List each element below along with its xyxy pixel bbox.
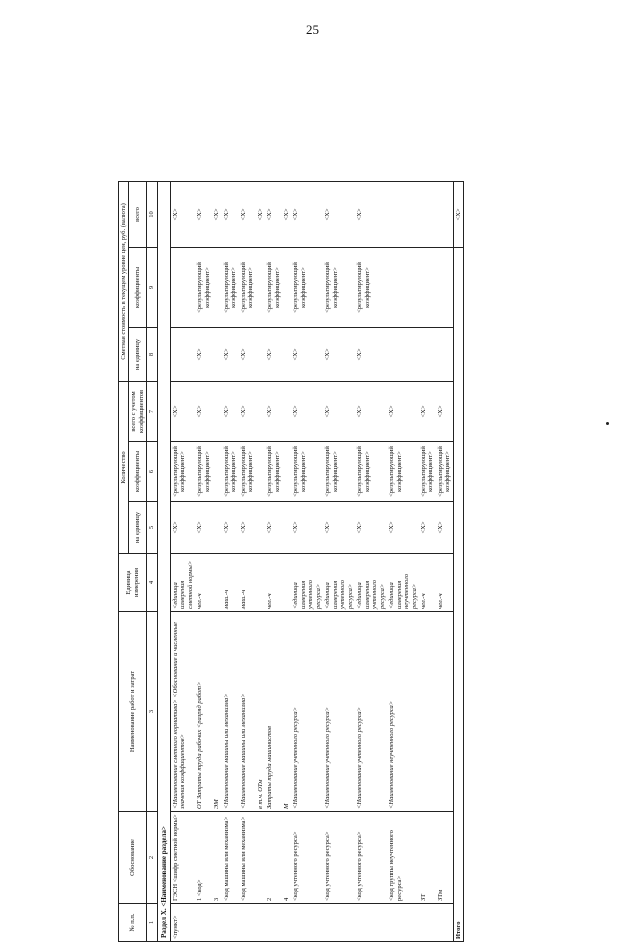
row-total: <X> bbox=[323, 181, 355, 247]
row-num: <пункт> bbox=[170, 904, 195, 942]
row-cost-coef: <результирующий коэффициент> bbox=[195, 248, 212, 328]
row-per-unit: <X> bbox=[355, 502, 387, 554]
row-cost-per-unit: <X> bbox=[291, 328, 323, 382]
column-number: 5 bbox=[147, 502, 157, 554]
row-coef bbox=[256, 442, 265, 502]
row-coef: <результирующий коэффициент> bbox=[355, 442, 387, 502]
row-basis: 4 bbox=[282, 812, 291, 904]
section-title: Раздел X. <Наименование раздела> bbox=[157, 181, 170, 941]
row-coef: <результирующий коэффициент> bbox=[419, 442, 436, 502]
row-unit: <единица измерения сметной нормы> bbox=[170, 554, 195, 612]
column-number: 8 bbox=[147, 328, 157, 382]
table-row bbox=[256, 181, 265, 941]
row-num bbox=[239, 904, 256, 942]
row-name: <Наименование учтенного ресурса> bbox=[291, 612, 323, 812]
column-number: 1 bbox=[147, 904, 157, 942]
table-row bbox=[355, 181, 387, 941]
row-num bbox=[355, 904, 387, 942]
row-cost-coef: <результирующий коэффициент> bbox=[265, 248, 282, 328]
table-row bbox=[282, 181, 291, 941]
row-total-quantity: <X> bbox=[355, 382, 387, 442]
row-num bbox=[222, 904, 239, 942]
column-number: 2 bbox=[147, 812, 157, 904]
row-name: М bbox=[282, 612, 291, 812]
row-unit bbox=[282, 554, 291, 612]
row-num bbox=[256, 904, 265, 942]
row-num bbox=[436, 904, 453, 942]
row-basis: <код машины или механизма> bbox=[222, 812, 239, 904]
section-row bbox=[157, 181, 170, 941]
table-row bbox=[212, 181, 221, 941]
row-name bbox=[419, 612, 436, 812]
column-number: 4 bbox=[147, 554, 157, 612]
table-row bbox=[419, 181, 436, 941]
row-cost-coef bbox=[436, 248, 453, 328]
row-basis: ЗТм bbox=[436, 812, 453, 904]
row-cost-coef bbox=[282, 248, 291, 328]
row-name: <Наименование сметного норматива> <Обоснование и численные значения коэффициентов> bbox=[170, 612, 195, 812]
row-per-unit: <X> bbox=[323, 502, 355, 554]
row-cost-per-unit: <X> bbox=[265, 328, 282, 382]
row-cost-per-unit bbox=[170, 328, 195, 382]
row-coef bbox=[282, 442, 291, 502]
row-total: <X> bbox=[282, 181, 291, 247]
row-basis: ГЭСН <шифр сметной нормы> bbox=[170, 812, 195, 904]
row-cost-coef: <результирующий коэффициент> bbox=[222, 248, 239, 328]
row-basis: 3 bbox=[212, 812, 221, 904]
row-cost-coef bbox=[212, 248, 221, 328]
row-name: ЭМ bbox=[212, 612, 221, 812]
row-per-unit: <X> bbox=[436, 502, 453, 554]
row-total-quantity: <X> bbox=[387, 382, 419, 442]
row-name bbox=[436, 612, 453, 812]
row-total-quantity: <X> bbox=[323, 382, 355, 442]
row-basis: <код учтенного ресурса> bbox=[355, 812, 387, 904]
page-number: 25 bbox=[306, 22, 319, 37]
row-cost-coef bbox=[170, 248, 195, 328]
row-coef: <результирующий коэффициент> bbox=[436, 442, 453, 502]
row-coef: <результирующий коэффициент> bbox=[387, 442, 419, 502]
table-row bbox=[222, 181, 239, 941]
row-unit bbox=[256, 554, 265, 612]
row-name: <Наименование машины или механизма> bbox=[222, 612, 239, 812]
row-cost-per-unit bbox=[419, 328, 436, 382]
header-per-unit: на единицу bbox=[129, 502, 147, 554]
row-per-unit bbox=[256, 502, 265, 554]
header-cost-coef: коэффициенты bbox=[129, 248, 147, 328]
row-cost-coef bbox=[387, 248, 419, 328]
header-total-with-coef: всего с учетом коэффициентов bbox=[129, 382, 147, 442]
column-number: 3 bbox=[147, 612, 157, 812]
table-row bbox=[239, 181, 256, 941]
estimate-table bbox=[118, 181, 464, 942]
table-row bbox=[265, 181, 282, 941]
row-coef: <результирующий коэффициент> bbox=[323, 442, 355, 502]
row-total: <X> bbox=[170, 181, 195, 247]
column-number: 6 bbox=[147, 442, 157, 502]
header-cost: Сметная стоимость в текущем уровне цен, руб. (валюта) bbox=[119, 181, 129, 381]
row-cost-per-unit bbox=[256, 328, 265, 382]
row-basis: ЗТ bbox=[419, 812, 436, 904]
row-basis bbox=[256, 812, 265, 904]
row-unit: маш.-ч bbox=[222, 554, 239, 612]
total-value: <X> bbox=[453, 181, 463, 247]
row-unit: <единица измерения неучтенного ресурса> bbox=[387, 554, 419, 612]
row-name: в т.ч. ОТм bbox=[256, 612, 265, 812]
rotated-estimate-table bbox=[118, 182, 618, 942]
row-total: <X> bbox=[222, 181, 239, 247]
table-row bbox=[195, 181, 212, 941]
row-total-quantity bbox=[256, 382, 265, 442]
row-cost-per-unit bbox=[387, 328, 419, 382]
row-num bbox=[265, 904, 282, 942]
row-total: <X> bbox=[291, 181, 323, 247]
table-row bbox=[323, 181, 355, 941]
header-basis: Обоснование bbox=[119, 812, 147, 904]
row-basis: <код учтенного ресурса> bbox=[323, 812, 355, 904]
row-num bbox=[387, 904, 419, 942]
row-cost-per-unit: <X> bbox=[195, 328, 212, 382]
row-total-quantity: <X> bbox=[265, 382, 282, 442]
row-cost-coef: <результирующий коэффициент> bbox=[355, 248, 387, 328]
row-coef: <результирующий коэффициент> bbox=[291, 442, 323, 502]
row-per-unit: <X> bbox=[222, 502, 239, 554]
header-coef: коэффициенты bbox=[129, 442, 147, 502]
row-num bbox=[212, 904, 221, 942]
row-coef: <результирующий коэффициент> bbox=[170, 442, 195, 502]
row-per-unit bbox=[282, 502, 291, 554]
row-total: <X> bbox=[256, 181, 265, 247]
row-per-unit: <X> bbox=[387, 502, 419, 554]
row-num bbox=[419, 904, 436, 942]
row-unit: чел.-ч bbox=[436, 554, 453, 612]
total-label: Итого bbox=[453, 248, 463, 942]
row-cost-coef: <результирующий коэффициент> bbox=[239, 248, 256, 328]
table-row bbox=[170, 181, 195, 941]
row-cost-coef: <результирующий коэффициент> bbox=[291, 248, 323, 328]
row-cost-coef: <результирующий коэффициент> bbox=[323, 248, 355, 328]
row-per-unit: <X> bbox=[170, 502, 195, 554]
row-name: <Наименование учтенного ресурса> bbox=[355, 612, 387, 812]
row-name: Затраты труда машинистов bbox=[265, 612, 282, 812]
row-num bbox=[282, 904, 291, 942]
row-unit: чел.-ч bbox=[265, 554, 282, 612]
row-total-quantity: <X> bbox=[239, 382, 256, 442]
row-cost-coef bbox=[256, 248, 265, 328]
row-total-quantity: <X> bbox=[436, 382, 453, 442]
row-cost-per-unit: <X> bbox=[239, 328, 256, 382]
row-total: <X> bbox=[355, 181, 387, 247]
row-cost-per-unit bbox=[436, 328, 453, 382]
header-quantity: Количество bbox=[119, 382, 129, 554]
row-coef: <результирующий коэффициент> bbox=[195, 442, 212, 502]
row-total-quantity: <X> bbox=[291, 382, 323, 442]
row-total bbox=[387, 181, 419, 247]
row-unit: <единица измерения учтенного ресурса> bbox=[355, 554, 387, 612]
column-number: 9 bbox=[147, 248, 157, 328]
row-total-quantity: <X> bbox=[195, 382, 212, 442]
row-num bbox=[195, 904, 212, 942]
row-coef bbox=[212, 442, 221, 502]
row-basis: <код машины или механизма> bbox=[239, 812, 256, 904]
header-num: № п.п. bbox=[119, 904, 147, 942]
row-coef: <результирующий коэффициент> bbox=[265, 442, 282, 502]
column-number: 7 bbox=[147, 382, 157, 442]
row-unit: чел.-ч bbox=[419, 554, 436, 612]
row-per-unit: <X> bbox=[239, 502, 256, 554]
row-total: <X> bbox=[239, 181, 256, 247]
column-number: 10 bbox=[147, 181, 157, 247]
row-cost-per-unit: <X> bbox=[222, 328, 239, 382]
row-unit bbox=[212, 554, 221, 612]
row-name: <Наименование неучтенного ресурса> bbox=[387, 612, 419, 812]
row-per-unit bbox=[212, 502, 221, 554]
row-total-quantity: <X> bbox=[170, 382, 195, 442]
row-unit: <единица измерения учтенного ресурса> bbox=[323, 554, 355, 612]
row-total: <X> bbox=[212, 181, 221, 247]
row-name: <Наименование машины или механизма> bbox=[239, 612, 256, 812]
row-coef: <результирующий коэффициент> bbox=[239, 442, 256, 502]
total-row bbox=[453, 181, 463, 941]
row-total-quantity: <X> bbox=[222, 382, 239, 442]
table-row bbox=[291, 181, 323, 941]
row-total: <X> bbox=[265, 181, 282, 247]
row-num bbox=[323, 904, 355, 942]
row-per-unit: <X> bbox=[195, 502, 212, 554]
row-per-unit: <X> bbox=[265, 502, 282, 554]
row-unit: маш.-ч bbox=[239, 554, 256, 612]
header-total: всего bbox=[129, 181, 147, 247]
row-total bbox=[436, 181, 453, 247]
row-total: <X> bbox=[195, 181, 212, 247]
row-unit: <единица измерения учтенного ресурса> bbox=[291, 554, 323, 612]
table-row bbox=[387, 181, 419, 941]
row-cost-per-unit bbox=[282, 328, 291, 382]
row-name: <Наименование учтенного ресурса> bbox=[323, 612, 355, 812]
column-numbers-row bbox=[147, 181, 157, 941]
table-row bbox=[436, 181, 453, 941]
row-basis: <код учтенного ресурса> bbox=[291, 812, 323, 904]
row-basis: 2 bbox=[265, 812, 282, 904]
row-total-quantity bbox=[282, 382, 291, 442]
row-cost-per-unit bbox=[212, 328, 221, 382]
row-basis: 1 <код> bbox=[195, 812, 212, 904]
header-name: Наименование работ и затрат bbox=[119, 612, 147, 812]
row-per-unit: <X> bbox=[419, 502, 436, 554]
row-name: ОТ Затраты труда рабочих <разряд работ> bbox=[195, 612, 212, 812]
header-unit: Единица измерения bbox=[119, 554, 147, 612]
row-total bbox=[419, 181, 436, 247]
row-total-quantity: <X> bbox=[419, 382, 436, 442]
row-cost-per-unit: <X> bbox=[323, 328, 355, 382]
row-cost-coef bbox=[419, 248, 436, 328]
row-per-unit: <X> bbox=[291, 502, 323, 554]
row-coef: <результирующий коэффициент> bbox=[222, 442, 239, 502]
row-num bbox=[291, 904, 323, 942]
row-basis: <код группы неучтенного ресурса> bbox=[387, 812, 419, 904]
header-cost-per-unit: на единицу bbox=[129, 328, 147, 382]
row-unit: чел.-ч bbox=[195, 554, 212, 612]
row-cost-per-unit: <X> bbox=[355, 328, 387, 382]
row-total-quantity bbox=[212, 382, 221, 442]
